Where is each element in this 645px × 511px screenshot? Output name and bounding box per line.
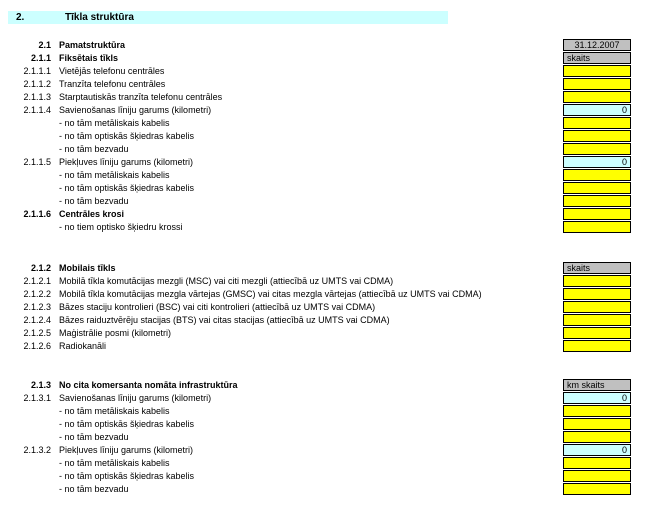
row-label: Bāzes staciju kontrolieri (BSC) vai citi kontrolieri (attiecībā uz UMTS vai CDMA) xyxy=(59,302,376,312)
row-2-1-1-1 xyxy=(0,65,560,78)
row-2-1-3 xyxy=(0,379,560,392)
row-2-1-1-5 xyxy=(0,156,560,169)
row-sub-item xyxy=(0,195,560,208)
row-2-1-1-4 xyxy=(0,104,560,117)
row-label: Radiokanāli xyxy=(59,341,107,351)
row-2-1-2-4 xyxy=(0,314,560,327)
row-number: 2.1.3.2 xyxy=(23,445,51,455)
row-label: Bāzes raiduztvērēju stacijas (BTS) vai citas stacijas (attiecībā uz UMTS vai CDMA) xyxy=(59,315,390,325)
row-label: Savienošanas līniju garums (kilometri) xyxy=(59,105,212,115)
row-label: - no tiem optisko šķiedru krossi xyxy=(59,222,183,232)
column-header-cell: km skaits xyxy=(563,379,631,391)
value-cell[interactable] xyxy=(563,340,631,352)
value-cell[interactable]: 0 xyxy=(563,444,631,456)
row-label: - no tām metāliskais kabelis xyxy=(59,170,170,180)
row-number: 2.1.2.1 xyxy=(23,276,51,286)
row-label: Mobilā tīkla komutācijas mezgla vārtejas (GMSC) vai citas mezgla vārtejas (attiecībā uz UMTS vai CDMA) xyxy=(59,289,482,299)
row-label: No cita komersanta nomāta infrastruktūra xyxy=(59,380,238,390)
row-sub-item xyxy=(0,221,560,234)
row-2-1-2 xyxy=(0,262,560,275)
row-label: Mobilais tīkls xyxy=(59,263,116,273)
column-header-cell: 31.12.2007 xyxy=(563,39,631,51)
row-label: Tranzīta telefonu centrāles xyxy=(59,79,166,89)
row-label: - no tām bezvadu xyxy=(59,196,129,206)
row-number: 2.1.1.6 xyxy=(23,209,51,219)
row-label: - no tām bezvadu xyxy=(59,144,129,154)
value-cell[interactable] xyxy=(563,327,631,339)
value-cell[interactable] xyxy=(563,143,631,155)
value-cell[interactable] xyxy=(563,431,631,443)
value-cell[interactable] xyxy=(563,65,631,77)
row-number: 2.1.1 xyxy=(30,53,51,63)
value-cell[interactable] xyxy=(563,91,631,103)
value-cell[interactable] xyxy=(563,117,631,129)
row-2-1-3-1 xyxy=(0,392,560,405)
value-cell[interactable]: 0 xyxy=(563,392,631,404)
row-number: 2.1.2.3 xyxy=(23,302,51,312)
row-sub-item xyxy=(0,431,560,444)
value-cell[interactable] xyxy=(563,130,631,142)
row-sub-item xyxy=(0,470,560,483)
value-cell[interactable] xyxy=(563,221,631,233)
row-number: 2.1.1.5 xyxy=(23,157,51,167)
row-sub-item xyxy=(0,405,560,418)
row-number: 2.1.3 xyxy=(30,380,51,390)
row-number: 2.1.2.4 xyxy=(23,315,51,325)
row-2-1-2-2 xyxy=(0,288,560,301)
section-title: Tīkla struktūra xyxy=(65,12,134,23)
row-label: Centrāles krosi xyxy=(59,209,125,219)
value-cell[interactable] xyxy=(563,405,631,417)
row-number: 2.1.2.6 xyxy=(23,341,51,351)
row-label: - no tām optiskās šķiedras kabelis xyxy=(59,131,195,141)
row-number: 2.1.2.2 xyxy=(23,289,51,299)
row-label: Fiksētais tīkls xyxy=(59,53,119,63)
row-label: Mobilā tīkla komutācijas mezgli (MSC) vai citi mezgli (attiecībā uz UMTS vai CDMA) xyxy=(59,276,394,286)
row-label: - no tām metāliskais kabelis xyxy=(59,458,170,468)
row-label: - no tām optiskās šķiedras kabelis xyxy=(59,419,195,429)
row-number: 2.1.2 xyxy=(30,263,51,273)
row-sub-item xyxy=(0,143,560,156)
column-header-cell: skaits xyxy=(563,52,631,64)
value-cell[interactable] xyxy=(563,275,631,287)
row-label: Pamatstruktūra xyxy=(59,40,126,50)
row-2-1-1-2 xyxy=(0,78,560,91)
value-cell[interactable] xyxy=(563,457,631,469)
row-2-1-2-6 xyxy=(0,340,560,353)
row-label: Maģistrālie posmi (kilometri) xyxy=(59,328,172,338)
row-label: - no tām metāliskais kabelis xyxy=(59,118,170,128)
row-label: - no tām optiskās šķiedras kabelis xyxy=(59,183,195,193)
row-sub-item xyxy=(0,457,560,470)
row-label: Piekļuves līniju garums (kilometri) xyxy=(59,445,194,455)
row-label: - no tām bezvadu xyxy=(59,484,129,494)
value-cell[interactable] xyxy=(563,182,631,194)
row-number: 2.1.2.5 xyxy=(23,328,51,338)
value-cell[interactable] xyxy=(563,78,631,90)
row-label: Starptautiskās tranzīta telefonu centrāles xyxy=(59,92,223,102)
row-sub-item xyxy=(0,117,560,130)
row-2-1-2-1 xyxy=(0,275,560,288)
row-number: 2.1.1.1 xyxy=(23,66,51,76)
value-cell[interactable] xyxy=(563,208,631,220)
row-number: 2.1 xyxy=(38,40,51,50)
column-header-cell: skaits xyxy=(563,262,631,274)
value-cell[interactable] xyxy=(563,418,631,430)
value-cell[interactable] xyxy=(563,288,631,300)
row-sub-item xyxy=(0,130,560,143)
value-cell[interactable] xyxy=(563,483,631,495)
section-title-bar xyxy=(8,11,448,24)
value-cell[interactable] xyxy=(563,470,631,482)
row-number: 2.1.3.1 xyxy=(23,393,51,403)
row-2-1-1 xyxy=(0,52,560,65)
value-cell[interactable]: 0 xyxy=(563,104,631,116)
row-label: Piekļuves līniju garums (kilometri) xyxy=(59,157,194,167)
row-label: Vietējās telefonu centrāles xyxy=(59,66,165,76)
row-sub-item xyxy=(0,169,560,182)
value-cell[interactable] xyxy=(563,314,631,326)
value-cell[interactable] xyxy=(563,301,631,313)
row-2-1-2-5 xyxy=(0,327,560,340)
row-2-1-1-6 xyxy=(0,208,560,221)
row-number: 2.1.1.2 xyxy=(23,79,51,89)
row-2-1-3-2 xyxy=(0,444,560,457)
value-cell[interactable] xyxy=(563,169,631,181)
row-number: 2.1.1.3 xyxy=(23,92,51,102)
row-label: - no tām bezvadu xyxy=(59,432,129,442)
row-sub-item xyxy=(0,483,560,496)
value-cell[interactable] xyxy=(563,195,631,207)
row-label: - no tām metāliskais kabelis xyxy=(59,406,170,416)
value-cell[interactable]: 0 xyxy=(563,156,631,168)
row-label: - no tām optiskās šķiedras kabelis xyxy=(59,471,195,481)
row-sub-item xyxy=(0,418,560,431)
row-2-1-2-3 xyxy=(0,301,560,314)
row-label: Savienošanas līniju garums (kilometri) xyxy=(59,393,212,403)
row-number: 2.1.1.4 xyxy=(23,105,51,115)
section-number: 2. xyxy=(16,12,25,23)
row-sub-item xyxy=(0,182,560,195)
row-2-1-1-3 xyxy=(0,91,560,104)
row-2-1 xyxy=(0,39,560,52)
